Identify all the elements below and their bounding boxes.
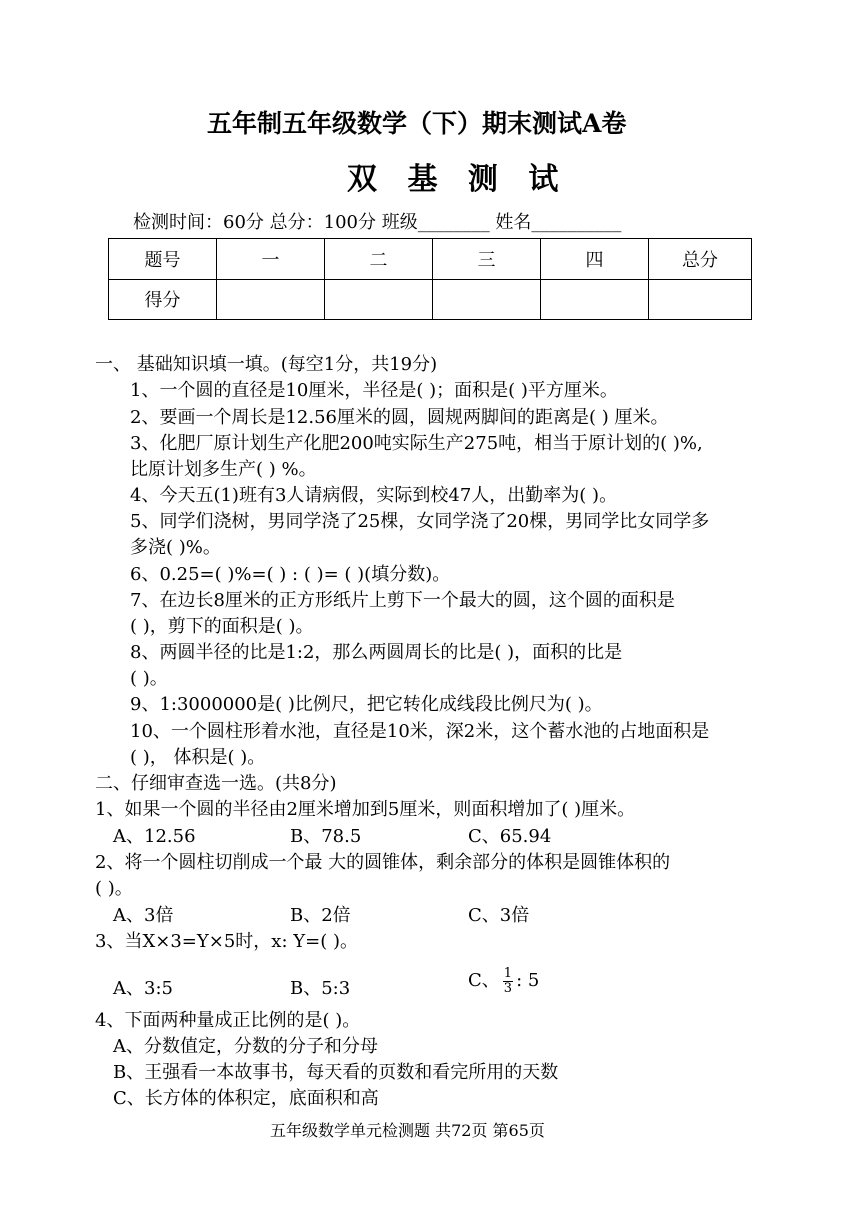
- option: C、长方体的体积定，底面积和高: [113, 1088, 379, 1109]
- section2-heading: 二、仔细审查选一选。(共8分): [95, 773, 337, 794]
- question-line: 4、下面两种量成正比例的是( )。: [95, 1010, 361, 1031]
- question-line: 3、化肥厂原计划生产化肥200吨实际生产275吨，相当于原计划的( )%,: [130, 433, 703, 454]
- table-cell: 一: [217, 239, 325, 280]
- table-cell: 总分: [649, 239, 752, 280]
- option: B、78.5: [290, 826, 362, 847]
- table-cell: 二: [325, 239, 433, 280]
- question-line: 10、一个圆柱形着水池，直径是10米，深2米，这个蓄水池的占地面积是: [130, 721, 710, 742]
- option: B、王强看一本故事书，每天看的页数和看完所用的天数: [113, 1062, 559, 1083]
- section1-heading: 一、 基础知识填一填。(每空1分，共19分): [95, 354, 438, 375]
- question-line: ( )，剪下的面积是( )。: [130, 616, 314, 637]
- option: C、65.94: [468, 826, 552, 847]
- score-input-cell[interactable]: [649, 279, 752, 320]
- table-cell: 得分: [109, 279, 217, 320]
- option: B、5:3: [290, 978, 351, 999]
- score-table-header-row: [109, 239, 752, 280]
- score-input-cell[interactable]: [325, 279, 433, 320]
- question-line: 比原计划多生产( ) %。: [130, 459, 317, 480]
- question-line: 2、要画一个周长是12.56厘米的圆，圆规两脚间的距离是( ) 厘米。: [130, 407, 669, 428]
- question-line: 7、在边长8厘米的正方形纸片上剪下一个最大的圆，这个圆的面积是: [130, 590, 675, 611]
- page-subtitle: 双 基 测 试: [347, 162, 569, 197]
- page-footer: 五年级数学单元检测题 共72页 第65页: [270, 1121, 545, 1140]
- fraction-numerator: 1: [503, 965, 513, 981]
- question-line: 6、0.25=( )%=( ) : ( )= ( )(填分数)。: [130, 564, 451, 585]
- question-line: 5、同学们浇树，男同学浇了25棵，女同学浇了20棵，男同学比女同学多: [130, 511, 710, 532]
- score-input-cell[interactable]: [433, 279, 541, 320]
- question-line: ( )。: [130, 668, 168, 689]
- table-cell: 三: [433, 239, 541, 280]
- question-line: 1、如果一个圆的半径由2厘米增加到5厘米，则面积增加了( )厘米。: [95, 799, 636, 820]
- option-label: C、: [468, 970, 500, 991]
- score-input-cell[interactable]: [217, 279, 325, 320]
- option-tail: : 5: [516, 970, 540, 991]
- fraction: [503, 967, 513, 996]
- question-line: 4、今天五(1)班有3人请病假，实际到校47人，出勤率为( )。: [130, 485, 618, 506]
- option: A、12.56: [113, 826, 196, 847]
- question-line: 8、两圆半径的比是1:2，那么两圆周长的比是( )，面积的比是: [130, 642, 623, 663]
- question-line: ( )。: [95, 878, 133, 899]
- score-input-cell[interactable]: [541, 279, 649, 320]
- exam-info: 检测时间：60分 总分：100分 班级________ 姓名__________: [133, 212, 622, 233]
- score-table-score-row: [109, 279, 752, 320]
- table-cell: 四: [541, 239, 649, 280]
- question-line: 1、一个圆的直径是10厘米，半径是( )；面积是( )平方厘米。: [130, 380, 618, 401]
- fraction-denominator: 3: [503, 980, 513, 996]
- question-line: 9、1:3000000是( )比例尺，把它转化成线段比例尺为( )。: [130, 694, 603, 715]
- option: A、3倍: [113, 905, 174, 926]
- question-line: 多浇( )%。: [130, 537, 221, 558]
- option-with-fraction: [468, 966, 539, 996]
- table-cell: 题号: [109, 239, 217, 280]
- option: C、3倍: [468, 905, 530, 926]
- option: A、分数值定，分数的分子和分母: [113, 1036, 378, 1057]
- question-line: ( )， 体积是( )。: [130, 747, 266, 768]
- page-title: 五年制五年级数学（下）期末测试A卷: [207, 109, 627, 138]
- option: B、2倍: [290, 905, 351, 926]
- score-table: [108, 238, 752, 320]
- option: A、3:5: [113, 978, 173, 999]
- question-line: 3、当X×3=Y×5时，x: Y=( )。: [95, 931, 358, 952]
- question-line: 2、将一个圆柱切削成一个最 大的圆锥体，剩余部分的体积是圆锥体积的: [95, 852, 671, 873]
